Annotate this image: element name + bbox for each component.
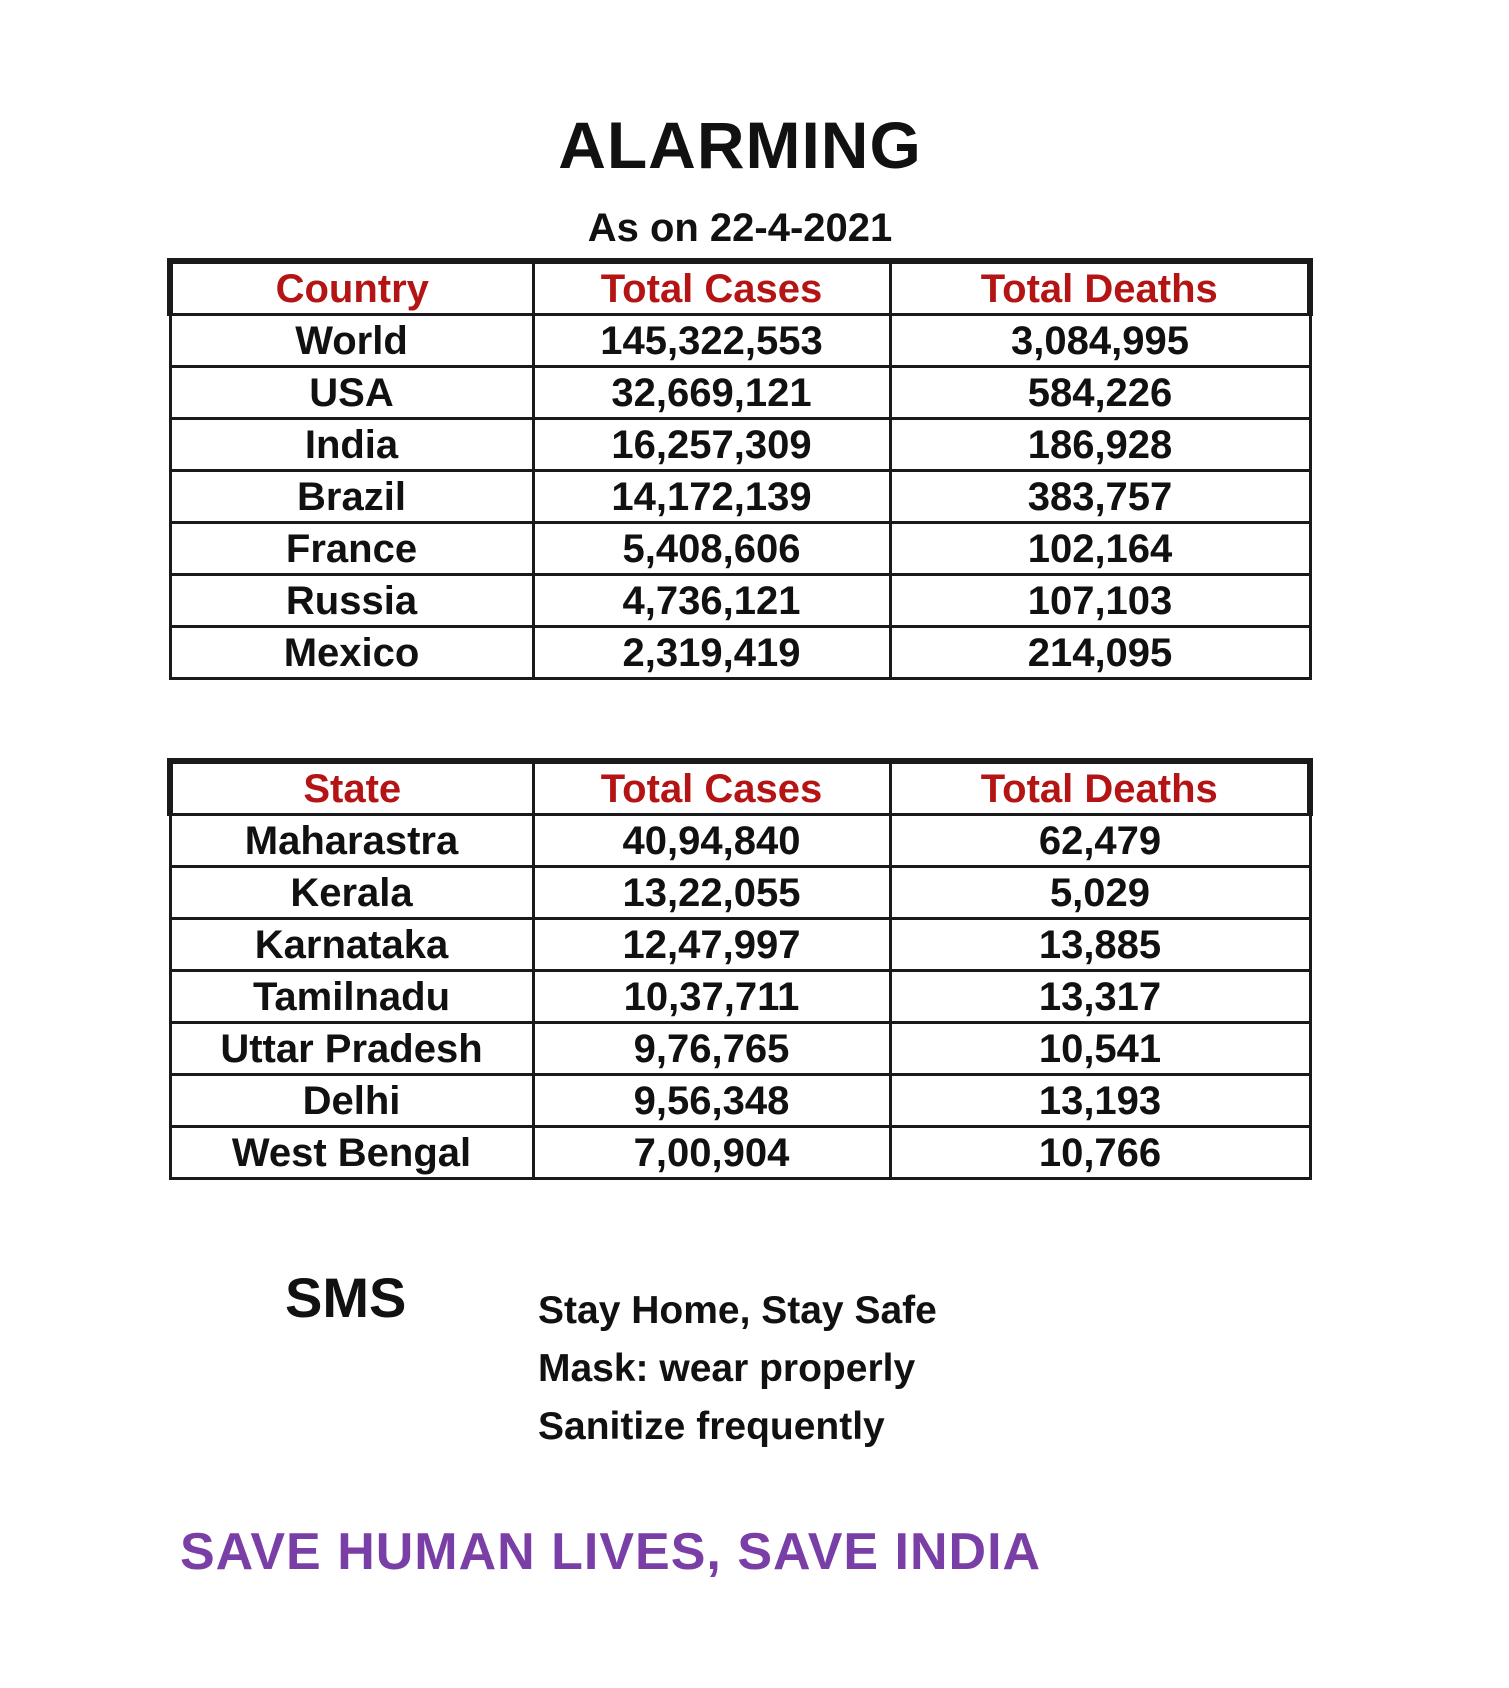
country-name: World — [170, 315, 533, 367]
total-deaths: 3,084,995 — [890, 315, 1310, 367]
total-cases: 2,319,419 — [533, 627, 890, 679]
state-name: West Bengal — [170, 1127, 533, 1179]
sms-line-mask: Mask: wear properly — [538, 1347, 916, 1390]
total-cases: 40,94,840 — [533, 815, 890, 867]
column-header-total-cases: Total Cases — [533, 761, 890, 815]
country-name: Mexico — [170, 627, 533, 679]
state-table — [167, 758, 1313, 1180]
sms-line-sanitize: Sanitize frequently — [538, 1405, 885, 1448]
country-name: USA — [170, 367, 533, 419]
state-name: Uttar Pradesh — [170, 1023, 533, 1075]
country-name: Brazil — [170, 471, 533, 523]
table-row — [170, 627, 1310, 679]
state-name: Karnataka — [170, 919, 533, 971]
column-header-total-deaths: Total Deaths — [890, 261, 1310, 315]
total-deaths: 10,766 — [890, 1127, 1310, 1179]
total-deaths: 13,885 — [890, 919, 1310, 971]
sms-lines — [538, 1282, 937, 1456]
total-cases: 14,172,139 — [533, 471, 890, 523]
total-deaths: 13,317 — [890, 971, 1310, 1023]
total-deaths: 5,029 — [890, 867, 1310, 919]
total-deaths: 186,928 — [890, 419, 1310, 471]
total-cases: 9,76,765 — [533, 1023, 890, 1075]
total-deaths: 10,541 — [890, 1023, 1310, 1075]
table-row — [170, 1023, 1310, 1075]
slogan: SAVE HUMAN LIVES, SAVE INDIA — [180, 1523, 1042, 1581]
table-row — [170, 471, 1310, 523]
total-cases: 7,00,904 — [533, 1127, 890, 1179]
total-deaths: 383,757 — [890, 471, 1310, 523]
total-cases: 32,669,121 — [533, 367, 890, 419]
page-title: ALARMING — [558, 108, 922, 182]
state-name: Tamilnadu — [170, 971, 533, 1023]
table-header-row — [170, 261, 1310, 315]
total-cases: 5,408,606 — [533, 523, 890, 575]
column-header-country: Country — [170, 261, 533, 315]
table-row — [170, 815, 1310, 867]
total-cases: 16,257,309 — [533, 419, 890, 471]
country-name: Russia — [170, 575, 533, 627]
total-cases: 12,47,997 — [533, 919, 890, 971]
table-row — [170, 523, 1310, 575]
table-row — [170, 1127, 1310, 1179]
total-deaths: 584,226 — [890, 367, 1310, 419]
state-name: Maharastra — [170, 815, 533, 867]
total-cases: 10,37,711 — [533, 971, 890, 1023]
table-row — [170, 867, 1310, 919]
table-row — [170, 367, 1310, 419]
table-row — [170, 971, 1310, 1023]
date-subtitle: As on 22-4-2021 — [587, 206, 893, 250]
column-header-state: State — [170, 761, 533, 815]
total-cases: 9,56,348 — [533, 1075, 890, 1127]
country-name: France — [170, 523, 533, 575]
sms-label: SMS — [285, 1266, 407, 1329]
column-header-total-cases: Total Cases — [533, 261, 890, 315]
state-name: Delhi — [170, 1075, 533, 1127]
table-row — [170, 1075, 1310, 1127]
table-row — [170, 419, 1310, 471]
total-deaths: 62,479 — [890, 815, 1310, 867]
column-header-total-deaths: Total Deaths — [890, 761, 1310, 815]
total-deaths: 13,193 — [890, 1075, 1310, 1127]
table-row — [170, 919, 1310, 971]
sms-line-stay-home: Stay Home, Stay Safe — [538, 1289, 937, 1332]
total-deaths: 107,103 — [890, 575, 1310, 627]
table-row — [170, 575, 1310, 627]
table-row — [170, 315, 1310, 367]
state-name: Kerala — [170, 867, 533, 919]
total-deaths: 214,095 — [890, 627, 1310, 679]
total-cases: 4,736,121 — [533, 575, 890, 627]
country-name: India — [170, 419, 533, 471]
country-table — [167, 258, 1313, 680]
total-cases: 13,22,055 — [533, 867, 890, 919]
total-cases: 145,322,553 — [533, 315, 890, 367]
table-header-row — [170, 761, 1310, 815]
total-deaths: 102,164 — [890, 523, 1310, 575]
